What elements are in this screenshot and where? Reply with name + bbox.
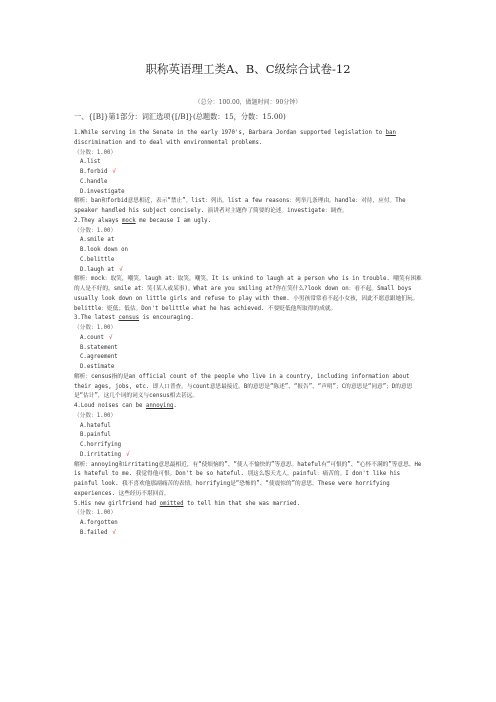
- answer-option-label: C.belittle: [80, 256, 115, 263]
- answer-option: [80, 441, 426, 451]
- explanation-text: 解析：ban和forbid意思相近，表示“禁止”。list：列出。list a few reasons：列举几条理由。handle：对待，应付。The speaker handled his subject concisely. 演讲者对主题作了简要的论述。investigate：调查。: [74, 198, 406, 214]
- underlined-word: census: [118, 315, 140, 322]
- answer-option: [80, 188, 426, 198]
- question-text: 3.The latest: [74, 315, 119, 322]
- answer-option: [80, 334, 426, 344]
- explanation-text: 解析：census指的是an official count of the people who live in a country, including information about their ages, jobs, etc. 即人口普查。与count意思最接近。B的意思是“陈述”、“报告”、“声明”；C的意思是“同意”；D的意思是“估计”，这几个词的词义与census相去甚远。: [74, 373, 413, 400]
- answer-option-label: D.investigate: [80, 188, 125, 195]
- answer-option: [80, 519, 426, 529]
- answer-option: [80, 451, 426, 461]
- answer-option: [80, 266, 426, 276]
- question-text: 4.Loud noises can be: [74, 403, 146, 409]
- question-stem: [74, 402, 426, 412]
- question-stem: [74, 500, 426, 510]
- explanation-text: 解析：mock：取笑，嘲笑。laugh at：取笑，嘲笑。It is unkind to laugh at a person who is in trouble. 嘲笑有困难的人是不好的。smile at：笑(某人或某事)。What are you smiling at?你在笑什么?look down on：看不起。Small boys usually look down on little girls and refuse to play with them. 小男孩常常看不起小女孩，因此不愿意跟她们玩。belittle：贬低；低估。Don't belittle what he has achieved. 不要贬低他所取得的成就。: [74, 276, 422, 312]
- question-text: discrimination and to deal with environmental problems.: [74, 139, 263, 146]
- exam-info: （总分：100.00，做题时间：90分钟）: [194, 99, 302, 106]
- correct-answer-mark: √: [119, 266, 123, 273]
- answer-option-label: B.failed: [80, 529, 108, 536]
- answer-option-label: A.list: [80, 159, 101, 166]
- answer-option-label: D.laugh at: [80, 266, 115, 273]
- answer-option-label: A.smile at: [80, 237, 115, 244]
- question-text: is encouraging.: [139, 315, 194, 322]
- answer-option-label: B.look down on: [80, 247, 128, 253]
- answer-option: [80, 168, 426, 178]
- answer-option-label: B.statement: [80, 344, 118, 351]
- answer-option-label: A.hateful: [80, 422, 111, 429]
- answer-option-label: C.handle: [80, 178, 108, 185]
- correct-answer-mark: √: [126, 451, 130, 458]
- question-text: me because I am ugly.: [135, 217, 211, 224]
- underlined-word: ban: [385, 130, 396, 136]
- answer-option: [80, 431, 426, 441]
- question-score: （分数：1.00）: [74, 510, 117, 517]
- answer-option-label: D.irritating: [80, 451, 122, 458]
- underlined-word: annoying: [145, 403, 174, 409]
- correct-answer-mark: √: [112, 529, 116, 536]
- answer-option-label: C.horrifying: [80, 442, 122, 448]
- question-stem: [74, 217, 426, 227]
- answer-option: [80, 353, 426, 363]
- answer-option: [80, 529, 426, 539]
- answer-option-label: A.count: [80, 334, 104, 341]
- page-title: 职称英语理工类A、B、C级综合试卷-12: [145, 62, 351, 76]
- answer-option-label: C.agreement: [80, 354, 118, 361]
- section-heading: 一、{[B]}第1部分：词汇选项{[/B]}(总题数：15，分数：15.00): [74, 112, 286, 121]
- answer-option: [80, 158, 426, 168]
- answer-option-label: D.estimate: [80, 364, 115, 370]
- answer-option: [80, 422, 426, 432]
- question-score: （分数：1.00）: [74, 149, 117, 156]
- answer-option: [80, 344, 426, 354]
- correct-answer-mark: √: [112, 169, 116, 175]
- answer-option: [80, 236, 426, 246]
- question-text: .: [173, 403, 177, 409]
- question-text: 5.His new girlfriend had: [74, 500, 160, 507]
- answer-option-label: B.painful: [80, 432, 111, 439]
- question-score: （分数：1.00）: [74, 325, 117, 331]
- answer-option: [80, 363, 426, 373]
- underlined-word: mock: [121, 217, 136, 224]
- correct-answer-mark: √: [108, 334, 113, 341]
- answer-option: [80, 178, 426, 188]
- question-text: 1.While serving in the Senate in the early 1970's, Barbara Jordan supported legislation to: [74, 130, 386, 136]
- question-score: （分数：1.00）: [74, 412, 117, 419]
- question-stem: [74, 314, 426, 324]
- explanation-text: 解析：annoying和irritating意思最相近，有“使烦恼的”、“使人不愉快的”等意思。hateful有“可恨的”、“心怀不满的”等意思。He is hateful to me. 我觉得他可恨。Don't be so hateful. 别这么怨天尤人。painful：痛苦的。I don't like his painful look. 我不喜欢他那副痛苦的表情。horrifying是“恐怖的”、“使震惊的”的意思。These were horrifying experiences. 这些经历不堪回首。: [74, 461, 422, 497]
- answer-option: [80, 246, 426, 256]
- answer-option-label: B.forbid: [80, 169, 108, 175]
- answer-option-label: A.forgotten: [80, 520, 118, 526]
- question-score: （分数：1.00）: [74, 227, 117, 234]
- question-stem: [74, 129, 426, 149]
- answer-option: [80, 256, 426, 266]
- question-text: 2.They always: [74, 217, 122, 224]
- underlined-word: omitted: [159, 500, 184, 507]
- question-list: [74, 129, 426, 539]
- question-text: to tell him that she was married.: [183, 500, 301, 507]
